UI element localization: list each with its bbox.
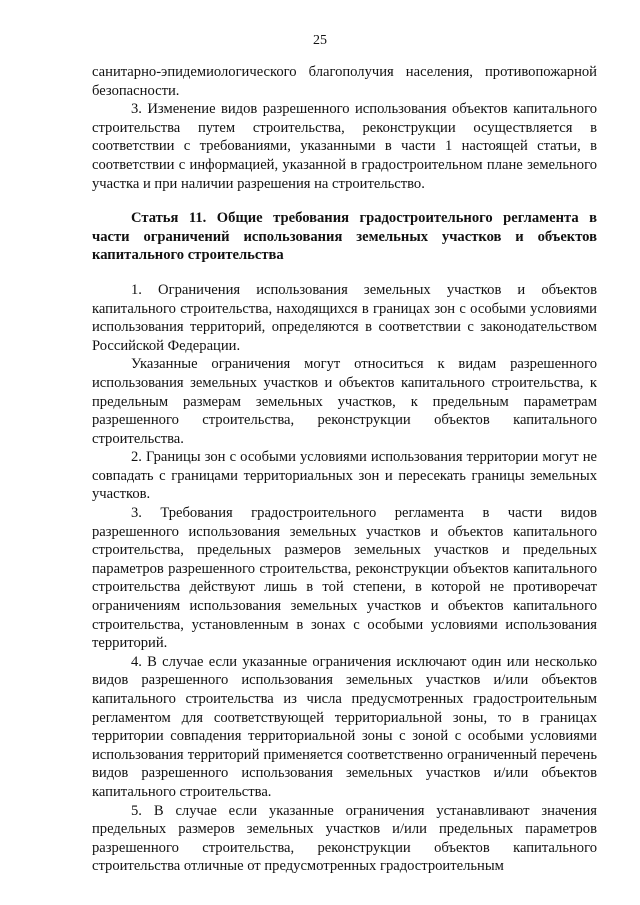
paragraph-item-1: 1. Ограничения использования земельных участков и объектов капитального строительства, находящихся в границах зон с особыми условиями использования территорий, определяются в соответствии с законодательством Российской Федерации. [92,281,597,354]
paragraph-continuation: санитарно-эпидемиологического благополучия населения, противопожарной безопасности. [92,64,597,99]
paragraph-item-5: 5. В случае если указанные ограничения устанавливают значения предельных размеров земельных участков и/или предельных параметров разрешенного строительства, реконструкции объектов капитального строительства отличные от предусмотренных градостроительным [92,802,597,875]
paragraph-restrictions-note: Указанные ограничения могут относиться к видам разрешенного использования земельных участков и объектов капитального строительства, к предельным размерам земельных участков, к предельным параметрам разрешенного строительства, реконструкции объектов капитального строительства. [92,356,597,447]
article-heading: Статья 11. Общие требования градостроительного регламента в части ограничений использования земельных участков и объектов капитального строительства [92,210,597,264]
paragraph-item-4: 4. В случае если указанные ограничения исключают один или несколько видов разрешенного использования земельных участков и/или объектов капитального строительства из числа предусмотренных градостроительным регламентом для соответствующей территориальной зоны, то в границах территории совпадения территориальной зоны с зоной с особыми условиями использования территорий применяется соответственно ограниченный перечень видов разрешенного использования земельных участков и/или объектов капитального строительства. [92,653,597,800]
page-number: 25 [313,33,327,48]
paragraph-item-3-requirements: 3. Требования градостроительного регламента в части видов разрешенного использования земельных участков и объектов капитального строительства, предельных размеров земельных участков и предельных параметров разрешенного строительства, реконструкции объектов капитального строительства действуют лишь в той степени, в которой не противоречат ограничениям использования земельных участков и объектов капитального строительства, установленным в зонах с особыми условиями использования территорий. [92,505,597,652]
paragraph-item-2: 2. Границы зон с особыми условиями использования территории могут не совпадать с границами территориальных зон и пересекать границы земельных участков. [92,449,597,503]
page-content [92,63,597,876]
paragraph-item-3: 3. Изменение видов разрешенного использования объектов капитального строительства путем строительства, реконструкции осуществляется в соответствии с требованиями, указанными в части 1 настоящей статьи, в соответствии с информацией, указанной в градостроительном плане земельного участка и при наличии разрешения на строительство. [92,101,597,192]
